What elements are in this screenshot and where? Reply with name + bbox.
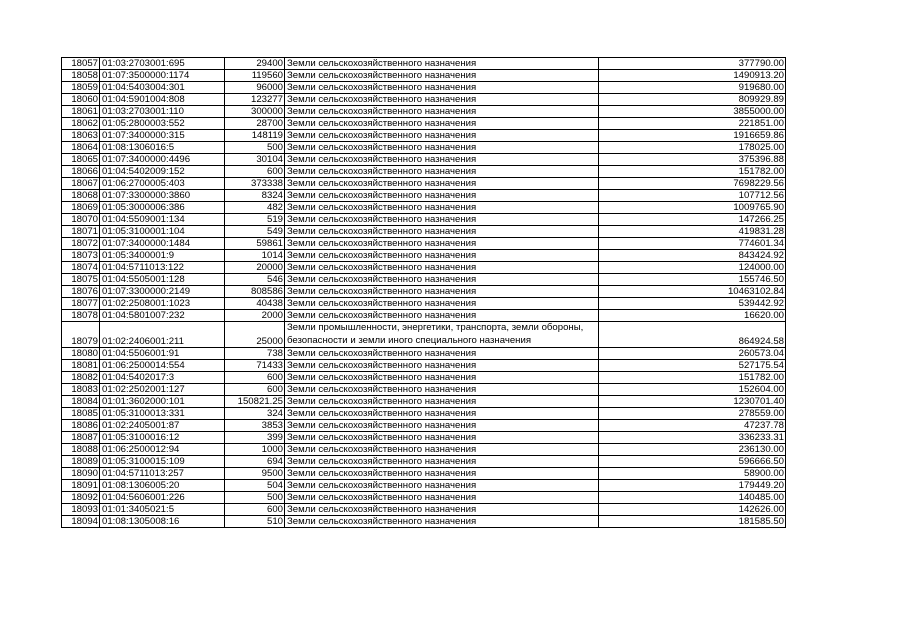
land-category-cell: Земли сельскохозяйственного назначения [285, 154, 599, 166]
row-number-cell: 18062 [62, 118, 100, 130]
table-row [62, 94, 786, 106]
cadastral-value-cell: 107712.56 [599, 190, 786, 202]
land-category-cell: Земли сельскохозяйственного назначения [285, 202, 599, 214]
land-category-cell: Земли сельскохозяйственного назначения [285, 94, 599, 106]
row-number-cell: 18077 [62, 298, 100, 310]
area-cell: 2000 [225, 310, 285, 322]
area-cell: 600 [225, 372, 285, 384]
cadastral-number-cell: 01:04:5506001:91 [100, 348, 225, 360]
land-category-cell: Земли сельскохозяйственного назначения [285, 178, 599, 190]
table-row [62, 322, 786, 348]
row-number-cell: 18094 [62, 516, 100, 528]
cadastral-number-cell: 01:04:5606001:226 [100, 492, 225, 504]
table-row [62, 58, 786, 70]
area-cell: 399 [225, 432, 285, 444]
table-row [62, 504, 786, 516]
table-row [62, 408, 786, 420]
land-category-cell: Земли сельскохозяйственного назначения [285, 444, 599, 456]
row-number-cell: 18078 [62, 310, 100, 322]
row-number-cell: 18057 [62, 58, 100, 70]
land-category-cell: Земли сельскохозяйственного назначения [285, 480, 599, 492]
table-row [62, 348, 786, 360]
row-number-cell: 18093 [62, 504, 100, 516]
area-cell: 549 [225, 226, 285, 238]
cadastral-value-cell: 155746.50 [599, 274, 786, 286]
cadastral-value-cell: 16620.00 [599, 310, 786, 322]
table-row [62, 384, 786, 396]
table-row [62, 262, 786, 274]
area-cell: 600 [225, 384, 285, 396]
row-number-cell: 18083 [62, 384, 100, 396]
land-category-cell: Земли сельскохозяйственного назначения [285, 142, 599, 154]
row-number-cell: 18092 [62, 492, 100, 504]
land-category-cell: Земли сельскохозяйственного назначения [285, 70, 599, 82]
cadastral-value-cell: 539442.92 [599, 298, 786, 310]
area-cell: 40438 [225, 298, 285, 310]
area-cell: 600 [225, 166, 285, 178]
cadastral-value-cell: 1916659.86 [599, 130, 786, 142]
row-number-cell: 18081 [62, 360, 100, 372]
area-cell: 500 [225, 142, 285, 154]
row-number-cell: 18086 [62, 420, 100, 432]
cadastral-number-cell: 01:04:5901004:808 [100, 94, 225, 106]
table-row [62, 202, 786, 214]
cadastral-number-cell: 01:05:3400001:9 [100, 250, 225, 262]
row-number-cell: 18063 [62, 130, 100, 142]
table-row [62, 130, 786, 142]
area-cell: 96000 [225, 82, 285, 94]
land-category-cell: Земли сельскохозяйственного назначения [285, 262, 599, 274]
table-row [62, 360, 786, 372]
area-cell: 300000 [225, 106, 285, 118]
cadastral-number-cell: 01:06:2500014:554 [100, 360, 225, 372]
table-row [62, 396, 786, 408]
row-number-cell: 18089 [62, 456, 100, 468]
table-row [62, 154, 786, 166]
cadastral-number-cell: 01:04:5505001:128 [100, 274, 225, 286]
cadastral-value-cell: 152604.00 [599, 384, 786, 396]
land-category-cell: Земли сельскохозяйственного назначения [285, 420, 599, 432]
land-category-cell: Земли сельскохозяйственного назначения [285, 468, 599, 480]
cadastral-value-cell: 147266.25 [599, 214, 786, 226]
table-row [62, 516, 786, 528]
cadastral-number-cell: 01:04:5403004:301 [100, 82, 225, 94]
cadastral-number-cell: 01:02:2406001:211 [100, 322, 225, 348]
area-cell: 694 [225, 456, 285, 468]
cadastral-number-cell: 01:06:2500012:94 [100, 444, 225, 456]
area-cell: 1014 [225, 250, 285, 262]
row-number-cell: 18074 [62, 262, 100, 274]
cadastral-value-cell: 336233.31 [599, 432, 786, 444]
area-cell: 373338 [225, 178, 285, 190]
table-row [62, 70, 786, 82]
cadastral-number-cell: 01:05:3100016:12 [100, 432, 225, 444]
cadastral-value-cell: 10463102.84 [599, 286, 786, 298]
row-number-cell: 18084 [62, 396, 100, 408]
cadastral-value-cell: 809929.89 [599, 94, 786, 106]
row-number-cell: 18061 [62, 106, 100, 118]
land-category-cell: Земли сельскохозяйственного назначения [285, 310, 599, 322]
area-cell: 148119 [225, 130, 285, 142]
land-category-cell: Земли сельскохозяйственного назначения [285, 190, 599, 202]
row-number-cell: 18071 [62, 226, 100, 238]
cadastral-value-cell: 419831.28 [599, 226, 786, 238]
cadastral-value-cell: 140485.00 [599, 492, 786, 504]
table-row [62, 372, 786, 384]
land-category-cell: Земли сельскохозяйственного назначения [285, 492, 599, 504]
cadastral-number-cell: 01:04:5402017:3 [100, 372, 225, 384]
table-row [62, 480, 786, 492]
area-cell: 510 [225, 516, 285, 528]
cadastral-value-cell: 179449.20 [599, 480, 786, 492]
cadastral-number-cell: 01:07:3300000:3860 [100, 190, 225, 202]
row-number-cell: 18066 [62, 166, 100, 178]
land-category-cell: Земли сельскохозяйственного назначения [285, 118, 599, 130]
row-number-cell: 18090 [62, 468, 100, 480]
area-cell: 59861 [225, 238, 285, 250]
cadastral-number-cell: 01:04:5402009:152 [100, 166, 225, 178]
land-category-cell: Земли сельскохозяйственного назначения [285, 226, 599, 238]
table-row [62, 82, 786, 94]
land-category-cell: Земли сельскохозяйственного назначения [285, 250, 599, 262]
cadastral-number-cell: 01:02:2502001:127 [100, 384, 225, 396]
table-row [62, 456, 786, 468]
row-number-cell: 18088 [62, 444, 100, 456]
cadastral-number-cell: 01:04:5711013:257 [100, 468, 225, 480]
table-row [62, 310, 786, 322]
row-number-cell: 18087 [62, 432, 100, 444]
row-number-cell: 18070 [62, 214, 100, 226]
area-cell: 29400 [225, 58, 285, 70]
cadastral-value-cell: 1490913.20 [599, 70, 786, 82]
cadastral-number-cell: 01:04:5711013:122 [100, 262, 225, 274]
cadastral-number-cell: 01:07:3400000:1484 [100, 238, 225, 250]
land-category-cell: Земли сельскохозяйственного назначения [285, 360, 599, 372]
cadastral-number-cell: 01:03:2703001:110 [100, 106, 225, 118]
land-category-cell: Земли сельскохозяйственного назначения [285, 166, 599, 178]
cadastral-value-cell: 774601.34 [599, 238, 786, 250]
cadastral-value-cell: 47237.78 [599, 420, 786, 432]
area-cell: 30104 [225, 154, 285, 166]
area-cell: 150821.25 [225, 396, 285, 408]
row-number-cell: 18058 [62, 70, 100, 82]
cadastral-value-cell: 178025.00 [599, 142, 786, 154]
cadastral-value-cell: 3855000.00 [599, 106, 786, 118]
land-category-cell: Земли сельскохозяйственного назначения [285, 214, 599, 226]
row-number-cell: 18082 [62, 372, 100, 384]
cadastral-number-cell: 01:04:5509001:134 [100, 214, 225, 226]
cadastral-number-cell: 01:05:3100013:331 [100, 408, 225, 420]
cadastral-value-cell: 278559.00 [599, 408, 786, 420]
cadastral-number-cell: 01:05:3000006:386 [100, 202, 225, 214]
table-row [62, 468, 786, 480]
row-number-cell: 18073 [62, 250, 100, 262]
area-cell: 500 [225, 492, 285, 504]
area-cell: 71433 [225, 360, 285, 372]
land-category-cell: Земли сельскохозяйственного назначения [285, 274, 599, 286]
table-row [62, 286, 786, 298]
cadastral-number-cell: 01:01:3405021:5 [100, 504, 225, 516]
table-row [62, 226, 786, 238]
area-cell: 123277 [225, 94, 285, 106]
cadastral-number-cell: 01:02:2405001:87 [100, 420, 225, 432]
row-number-cell: 18059 [62, 82, 100, 94]
cadastral-value-cell: 181585.50 [599, 516, 786, 528]
area-cell: 738 [225, 348, 285, 360]
land-category-cell: Земли сельскохозяйственного назначения [285, 106, 599, 118]
row-number-cell: 18085 [62, 408, 100, 420]
cadastral-value-cell: 151782.00 [599, 166, 786, 178]
cadastral-number-cell: 01:05:2800003:552 [100, 118, 225, 130]
table-row [62, 166, 786, 178]
row-number-cell: 18069 [62, 202, 100, 214]
area-cell: 25000 [225, 322, 285, 348]
area-cell: 1000 [225, 444, 285, 456]
land-category-cell: Земли сельскохозяйственного назначения [285, 456, 599, 468]
table-row [62, 250, 786, 262]
cadastral-value-cell: 58900.00 [599, 468, 786, 480]
row-number-cell: 18072 [62, 238, 100, 250]
land-category-cell: Земли сельскохозяйственного назначения [285, 504, 599, 516]
area-cell: 9500 [225, 468, 285, 480]
row-number-cell: 18064 [62, 142, 100, 154]
cadastral-value-cell: 527175.54 [599, 360, 786, 372]
table-row [62, 492, 786, 504]
land-category-cell: Земли промышленности, энергетики, транспорта, земли обороны, безопасности и земли иного специального назначения [285, 322, 599, 348]
cadastral-number-cell: 01:07:3300000:2149 [100, 286, 225, 298]
area-cell: 519 [225, 214, 285, 226]
table-row [62, 298, 786, 310]
row-number-cell: 18075 [62, 274, 100, 286]
row-number-cell: 18079 [62, 322, 100, 348]
cadastral-number-cell: 01:08:1306005:20 [100, 480, 225, 492]
area-cell: 808586 [225, 286, 285, 298]
land-category-cell: Земли сельскохозяйственного назначения [285, 58, 599, 70]
area-cell: 600 [225, 504, 285, 516]
cadastral-value-cell: 7698229.56 [599, 178, 786, 190]
row-number-cell: 18091 [62, 480, 100, 492]
land-category-cell: Земли сельскохозяйственного назначения [285, 298, 599, 310]
cadastral-number-cell: 01:08:1305008:16 [100, 516, 225, 528]
land-category-cell: Земли сельскохозяйственного назначения [285, 408, 599, 420]
table-row [62, 238, 786, 250]
cadastral-number-cell: 01:08:1306016:5 [100, 142, 225, 154]
table-row [62, 444, 786, 456]
area-cell: 546 [225, 274, 285, 286]
row-number-cell: 18076 [62, 286, 100, 298]
area-cell: 119560 [225, 70, 285, 82]
cadastral-value-cell: 124000.00 [599, 262, 786, 274]
cadastral-value-cell: 843424.92 [599, 250, 786, 262]
table-row [62, 118, 786, 130]
land-category-cell: Земли сельскохозяйственного назначения [285, 432, 599, 444]
cadastral-value-cell: 375396.88 [599, 154, 786, 166]
table-row [62, 214, 786, 226]
land-plots-table [61, 57, 786, 528]
row-number-cell: 18067 [62, 178, 100, 190]
cadastral-value-cell: 142626.00 [599, 504, 786, 516]
area-cell: 3853 [225, 420, 285, 432]
cadastral-number-cell: 01:01:3602000:101 [100, 396, 225, 408]
land-category-cell: Земли сельскохозяйственного назначения [285, 516, 599, 528]
cadastral-number-cell: 01:06:2700005:403 [100, 178, 225, 190]
land-category-cell: Земли сельскохозяйственного назначения [285, 286, 599, 298]
cadastral-value-cell: 1009765.90 [599, 202, 786, 214]
cadastral-value-cell: 151782.00 [599, 372, 786, 384]
area-cell: 324 [225, 408, 285, 420]
land-category-cell: Земли сельскохозяйственного назначения [285, 384, 599, 396]
row-number-cell: 18068 [62, 190, 100, 202]
cadastral-value-cell: 1230701.40 [599, 396, 786, 408]
cadastral-value-cell: 377790.00 [599, 58, 786, 70]
row-number-cell: 18065 [62, 154, 100, 166]
row-number-cell: 18060 [62, 94, 100, 106]
table-row [62, 420, 786, 432]
land-category-cell: Земли сельскохозяйственного назначения [285, 372, 599, 384]
cadastral-value-cell: 919680.00 [599, 82, 786, 94]
cadastral-value-cell: 864924.58 [599, 322, 786, 348]
cadastral-number-cell: 01:07:3400000:315 [100, 130, 225, 142]
land-category-cell: Земли сельскохозяйственного назначения [285, 238, 599, 250]
area-cell: 8324 [225, 190, 285, 202]
table-row [62, 178, 786, 190]
cadastral-number-cell: 01:07:3400000:4496 [100, 154, 225, 166]
table-row [62, 106, 786, 118]
table-body [62, 58, 786, 528]
area-cell: 504 [225, 480, 285, 492]
cadastral-value-cell: 221851.00 [599, 118, 786, 130]
row-number-cell: 18080 [62, 348, 100, 360]
land-category-cell: Земли сельскохозяйственного назначения [285, 130, 599, 142]
area-cell: 20000 [225, 262, 285, 274]
table-row [62, 274, 786, 286]
cadastral-number-cell: 01:02:2508001:1023 [100, 298, 225, 310]
table-row [62, 190, 786, 202]
table-row [62, 142, 786, 154]
cadastral-number-cell: 01:07:3500000:1174 [100, 70, 225, 82]
cadastral-value-cell: 236130.00 [599, 444, 786, 456]
land-category-cell: Земли сельскохозяйственного назначения [285, 348, 599, 360]
table-row [62, 432, 786, 444]
cadastral-number-cell: 01:05:3100001:104 [100, 226, 225, 238]
cadastral-value-cell: 260573.04 [599, 348, 786, 360]
area-cell: 28700 [225, 118, 285, 130]
cadastral-number-cell: 01:05:3100015:109 [100, 456, 225, 468]
land-category-cell: Земли сельскохозяйственного назначения [285, 396, 599, 408]
cadastral-number-cell: 01:03:2703001:695 [100, 58, 225, 70]
area-cell: 482 [225, 202, 285, 214]
land-category-cell: Земли сельскохозяйственного назначения [285, 82, 599, 94]
cadastral-number-cell: 01:04:5801007:232 [100, 310, 225, 322]
cadastral-value-cell: 596666.50 [599, 456, 786, 468]
